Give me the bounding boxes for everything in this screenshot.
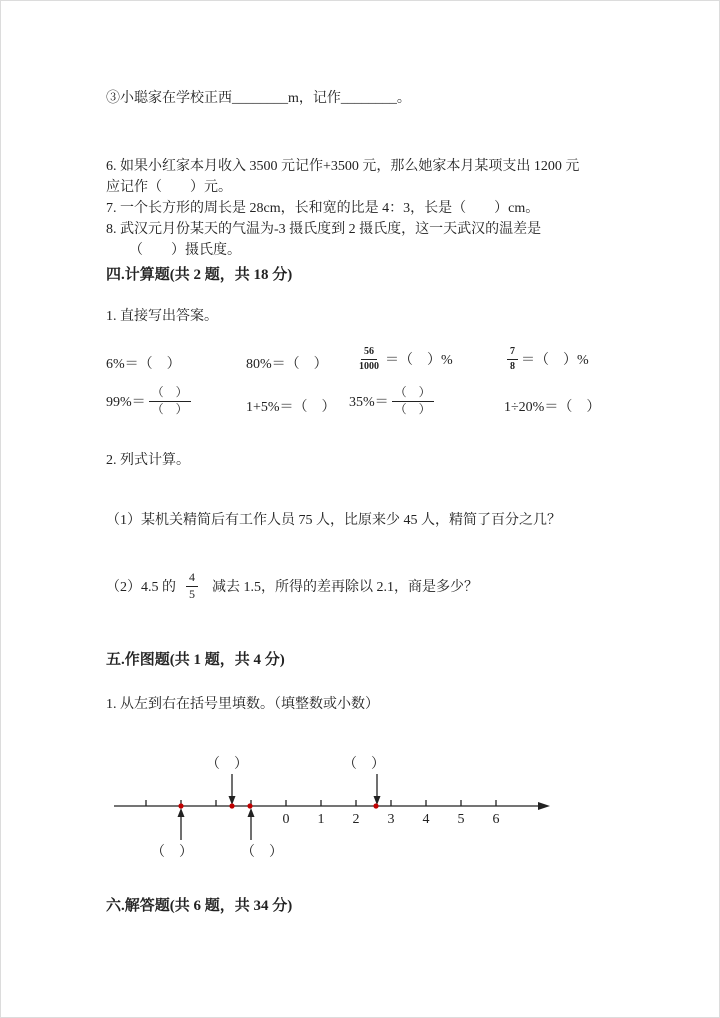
question-7: 7. 一个长方形的周长是 28cm，长和宽的比是 4：3，长是（ ）cm。 [106,201,540,216]
expression-text: 减去 1.5，所得的差再除以 2.1，商是多少？ [212,580,478,596]
draw-q1-label: 1. 从左到右在括号里填数。（填整数或小数） [106,697,379,712]
expression-text: 6%＝（ ） [106,357,181,372]
calc-expression-35pct [349,386,437,417]
down-arrow-left [229,774,236,805]
calc-q2-label: 2. 列式计算。 [106,453,190,468]
expression-text: 1÷20%＝（ ） [504,400,601,415]
blank-paren-top-right: （ ） [343,757,385,772]
calc-expression-1plus5pct [246,396,336,416]
red-dot-3 [247,803,252,808]
axis-label-3: 3 [387,812,395,827]
fraction-numerator: 4 [186,571,198,587]
axis-label-2: 2 [352,812,360,827]
blank-paren-bottom-right: （ ） [241,845,283,860]
tick-marks [146,800,496,806]
up-arrow-left [178,808,185,840]
red-dot-4 [373,803,378,808]
fraction [507,346,518,372]
calc-expression-6pct [106,353,181,373]
expression-text: ＝（ ）% [385,353,453,368]
fraction-denominator: 5 [189,586,195,601]
axis-label-5: 5 [457,812,465,827]
fraction-denominator: （ ） [151,401,188,416]
calc-expression-56-1000 [353,346,453,372]
fraction-numerator: 7 [507,346,518,360]
calc-q2-item2 [106,571,478,602]
fraction-numerator: （ ） [392,386,434,402]
axis-label-4: 4 [422,812,430,827]
calc-q2-item1: （1）某机关精简后有工作人员 75 人，比原来少 45 人，精简了百分之几？ [106,513,561,528]
section-5-heading: 五.作图题(共 1 题，共 4 分) [106,652,285,668]
expression-text: ＝（ ）% [521,353,589,368]
axis-label-0: 0 [282,812,290,827]
up-arrow-right [248,808,255,840]
red-dot-1 [178,803,183,808]
question-3-sub3: ③小聪家在学校正西________m，记作________。 [106,91,411,106]
blank-paren-bottom-left: （ ） [151,845,193,860]
expression-text: 80%＝（ ） [246,357,328,372]
section-6-heading: 六.解答题(共 6 题，共 34 分) [106,898,293,914]
calc-q1-label: 1. 直接写出答案。 [106,309,218,324]
fraction-numerator: 56 [361,346,377,360]
question-6-line2: 应记作（ ）元。 [106,180,232,195]
calc-expression-1div20pct [504,396,600,416]
question-8-line1: 8. 武汉元月份某天的气温为-3 摄氏度到 2 摄氏度，这一天武汉的温差是 [106,222,542,237]
section-4-heading: 四.计算题(共 2 题，共 18 分) [106,267,293,283]
calc-expression-80pct [246,353,328,373]
fraction [186,571,198,602]
calc-expression-99pct [106,386,194,417]
expression-text: 1+5%＝（ ） [246,400,336,415]
red-dot-2 [229,803,234,808]
expression-text: 99%＝ [106,395,146,411]
blank-paren-top-left: （ ） [206,757,248,772]
expression-text: （2）4.5 的 [106,580,176,596]
number-line-diagram [106,746,571,864]
down-arrow-right [374,774,381,805]
fraction-blank [149,386,191,417]
question-8-line2: （ ）摄氏度。 [129,243,241,258]
fraction [356,346,382,372]
expression-text: 35%＝ [349,395,389,411]
axis-label-6: 6 [492,812,500,827]
axis-label-1: 1 [317,812,325,827]
fraction-denominator: （ ） [394,401,431,416]
fraction-blank [392,386,434,417]
calc-expression-7-8 [504,346,589,372]
fraction-numerator: （ ） [149,386,191,402]
fraction-denominator: 1000 [359,360,379,372]
question-6-line1: 6. 如果小红家本月收入 3500 元记作+3500 元，那么她家本月某项支出 1200 元 [106,159,580,174]
fraction-denominator: 8 [510,360,515,372]
